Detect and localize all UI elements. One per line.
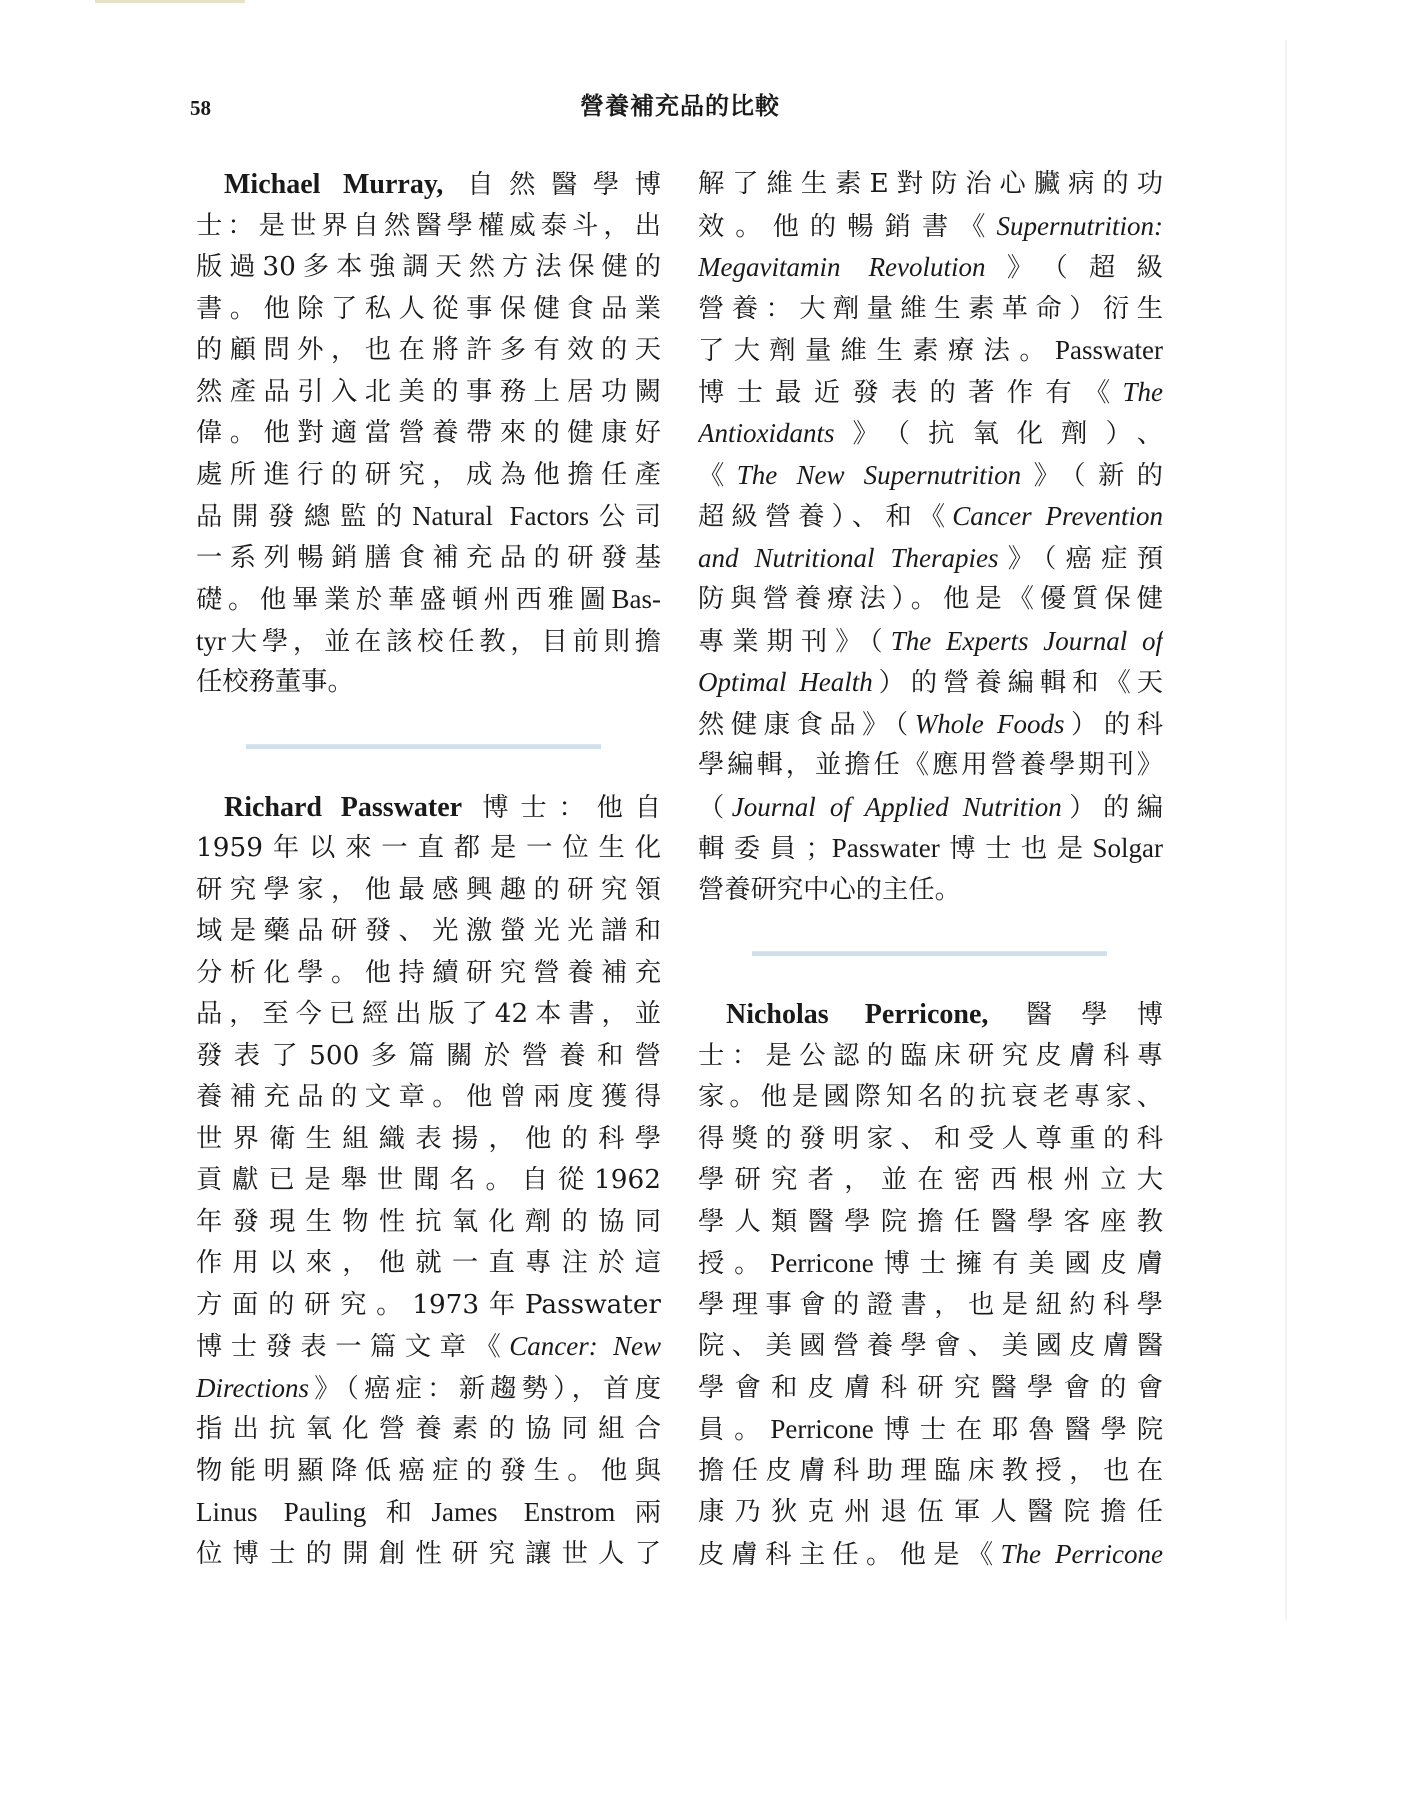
text-line: 處所進行的研究，成為他擔任產: [196, 459, 661, 490]
text-line: 士：是世界自然醫學權威泰斗，出: [196, 210, 661, 241]
text-line: 研究學家，他最感興趣的研究領: [196, 874, 661, 905]
left-column: [196, 164, 661, 1575]
text-line: 了大劑量維生素療法。Passwater: [698, 335, 1163, 366]
right-column: [698, 164, 1163, 1575]
text-line: 世界衛生組織表揚，他的科學: [196, 1123, 661, 1154]
text-line: 偉。他對適當營養帶來的健康好: [196, 418, 661, 448]
text-line: 書。他除了私人從事保健食品業: [196, 293, 661, 324]
text-line: 院、美國營養學會、美國皮膚醫: [698, 1331, 1163, 1361]
text-line: tyr大學，並在該校任教，目前則擔: [196, 625, 661, 657]
text-line: 康乃狄克州退伍軍人醫院擔任: [698, 1497, 1163, 1527]
passwater-continued-paragraph: [698, 164, 1163, 911]
text-line: 指出抗氧化營養素的協同組合: [196, 1414, 661, 1444]
text-line: 然產品引入北美的事務上居功闕: [196, 376, 661, 407]
text-line: 專業期刊》（The Experts Journal of: [698, 625, 1163, 657]
text-line: 輯委員；Passwater博士也是Solgar: [698, 833, 1163, 864]
text-line: 品開發總監的Natural Factors公司: [196, 501, 661, 532]
text-line: 超級營養）、和《Cancer Prevention: [698, 501, 1163, 532]
text-line: 品，至今已經出版了42本書，並: [196, 999, 661, 1029]
passwater-paragraph: [196, 787, 661, 1576]
text-line: 然健康食品》（Whole Foods）的科: [698, 708, 1163, 740]
section-separator: [698, 911, 1163, 994]
text-line: 一系列暢銷膳食補充品的研發基: [196, 542, 661, 573]
text-line: 防與營養療法）。他是《優質保健: [698, 584, 1163, 614]
text-line: 1959年以來一直都是一位生化: [196, 833, 661, 863]
text-line: 家。他是國際知名的抗衰老專家、: [698, 1082, 1163, 1112]
text-line: 《The New Supernutrition》（新的: [698, 459, 1163, 491]
text-line: 年發現生物性抗氧化劑的協同: [196, 1206, 661, 1237]
text-line: Megavitamin Revolution》（超級: [698, 252, 1163, 283]
text-line: 博士最近發表的著作有《The: [698, 376, 1163, 408]
text-line: 博士發表一篇文章《Cancer: New: [196, 1331, 661, 1362]
text-line: Michael Murray, 自然醫學博: [224, 169, 661, 200]
text-line: 貢獻已是舉世聞名。自從1962: [196, 1165, 661, 1195]
text-line: 方面的研究。1973年Passwater: [196, 1289, 661, 1320]
text-line: 養補充品的文章。他曾兩度獲得: [196, 1082, 661, 1112]
text-line: （Journal of Applied Nutrition）的編: [698, 791, 1163, 823]
separator-rule: [246, 744, 601, 749]
page-number: 58: [190, 96, 211, 120]
text-line: 任校務董事。: [196, 667, 354, 697]
text-line: 得獎的發明家、和受人尊重的科: [698, 1123, 1163, 1154]
text-line: 學理事會的證書，也是紐約科學: [698, 1289, 1163, 1320]
text-line: 分析化學。他持續研究營養補充: [196, 957, 661, 988]
person-name: Nicholas Perricone,: [726, 999, 989, 1030]
text-line: 員。Perricone博士在耶魯醫學院: [698, 1414, 1163, 1445]
murray-paragraph: [196, 164, 661, 704]
text-line: 物能明顯降低癌症的發生。他與: [196, 1455, 661, 1486]
text-line: Directions》（癌症：新趨勢），首度: [196, 1372, 661, 1404]
text-line: 擔任皮膚科助理臨床教授，也在: [698, 1455, 1163, 1486]
text-line: 學編輯，並擔任《應用營養學期刊》: [698, 750, 1163, 780]
text-line: and Nutritional Therapies》（癌症預: [698, 542, 1163, 574]
running-header: 營養補充品的比較: [580, 92, 780, 120]
text-line: 效。他的暢銷書《Supernutrition:: [698, 210, 1163, 242]
text-line: Optimal Health）的營養編輯和《天: [698, 667, 1163, 698]
scan-page-edge: [1285, 40, 1287, 1620]
text-line: Richard Passwater 博士：他自: [224, 791, 661, 823]
text-line: 發表了500多篇關於營養和營: [196, 1040, 661, 1071]
text-line: 的顧問外，也在將許多有效的天: [196, 335, 661, 365]
text-line: Linus Pauling和James Enstrom兩: [196, 1497, 661, 1528]
perricone-paragraph: [698, 994, 1163, 1575]
text-line: 礎。他畢業於華盛頓州西雅圖Bas-: [196, 584, 661, 615]
person-name: Richard Passwater: [224, 791, 463, 823]
text-line: 作用以來，他就一直專注於這: [196, 1248, 661, 1278]
text-line: 學會和皮膚科研究醫學會的會: [698, 1372, 1163, 1403]
text-line: 營養：大劑量維生素革命）衍生: [698, 293, 1163, 324]
text-line: 皮膚科主任。他是《The Perricone: [698, 1538, 1163, 1570]
text-line: 解了維生素E對防治心臟病的功: [698, 169, 1163, 199]
text-line: Antioxidants》（抗氧化劑）、: [698, 418, 1163, 449]
text-line: Nicholas Perricone, 醫學博: [726, 999, 1163, 1030]
text-line: 學人類醫學院擔任醫學客座教: [698, 1206, 1163, 1237]
text-line: 營養研究中心的主任。: [698, 874, 961, 905]
person-name: Michael Murray,: [224, 169, 444, 200]
section-separator: [196, 704, 661, 787]
text-line: 授。Perricone博士擁有美國皮膚: [698, 1248, 1163, 1279]
text-line: 學研究者，並在密西根州立大: [698, 1165, 1163, 1195]
separator-rule: [752, 951, 1107, 956]
scan-edge-mark: [95, 0, 245, 3]
text-line: 版過30多本強調天然方法保健的: [196, 252, 661, 282]
text-line: 位博士的開創性研究讓世人了: [196, 1538, 661, 1569]
text-line: 士：是公認的臨床研究皮膚科專: [698, 1040, 1163, 1071]
text-line: 域是藥品研發、光激螢光光譜和: [196, 916, 661, 946]
